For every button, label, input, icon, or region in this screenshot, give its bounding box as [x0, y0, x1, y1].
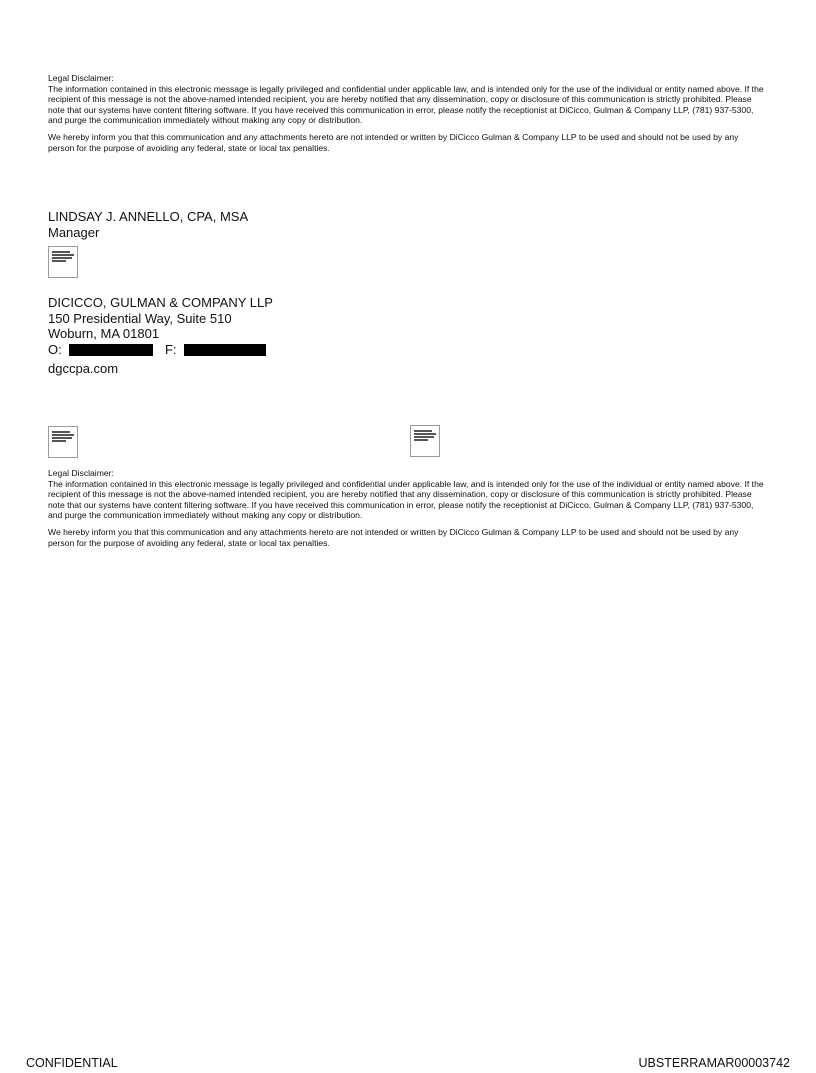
- broken-image-icon: [48, 426, 78, 458]
- signature-company: [48, 295, 766, 377]
- redaction-bar-fax: [184, 344, 266, 356]
- fax-label: F:: [164, 341, 177, 357]
- redaction-bar-office: [69, 344, 153, 356]
- phone-fax-line: [48, 342, 766, 358]
- disclaimer-heading: Legal Disclaimer:: [48, 73, 114, 83]
- broken-image-icon: [48, 246, 78, 278]
- disclaimer-paragraph: The information contained in this electronic message is legally privileged and confidential under applicable law, and is intended only for the use of the individual or entity named above. If the recipient of this message is not the above-named intended recipient, you are hereby notified that any dissemination, copy or disclosure of this communication is strictly prohibited. Please note that our systems have content filtering software. If you have received this communication in error, please notify the receptionist at DiCicco, Gulman & Company LLP, (781) 937-5300, and purge the communication immediately without making any copy or distribution.: [48, 478, 764, 521]
- office-label: O:: [48, 341, 62, 357]
- disclaimer-paragraph: The information contained in this electronic message is legally privileged and confidential under applicable law, and is intended only for the use of the individual or entity named above. If the recipient of this message is not the above-named intended recipient, you are hereby notified that any dissemination, copy or disclosure of this communication is strictly prohibited. Please note that our systems have content filtering software. If you have received this communication in error, please notify the receptionist at DiCicco, Gulman & Company LLP, (781) 937-5300, and purge the communication immediately without making any copy or distribution.: [48, 83, 764, 126]
- signature-person: [48, 209, 766, 240]
- legal-disclaimer-bottom: [48, 468, 766, 548]
- company-name: DICICCO, GULMAN & COMPANY LLP: [48, 295, 273, 310]
- broken-image-icon: [410, 425, 440, 457]
- signer-name: LINDSAY J. ANNELLO, CPA, MSA: [48, 209, 249, 224]
- bates-number: UBSTERRAMAR00003742: [638, 1056, 790, 1070]
- signer-title: Manager: [48, 224, 100, 240]
- website-link[interactable]: dgccpa.com: [48, 361, 119, 376]
- tax-notice: We hereby inform you that this communication and any attachments hereto are not intended or written by DiCicco Gulman & Company LLP to be used and should not be used by any person for the purpose of avoiding any federal, state or local tax penalties.: [48, 131, 739, 153]
- disclaimer-heading: Legal Disclaimer:: [48, 468, 114, 478]
- legal-disclaimer-top: [48, 73, 766, 153]
- address-line-1: 150 Presidential Way, Suite 510: [48, 310, 232, 326]
- tax-notice: We hereby inform you that this communication and any attachments hereto are not intended or written by DiCicco Gulman & Company LLP to be used and should not be used by any person for the purpose of avoiding any federal, state or local tax penalties.: [48, 526, 739, 548]
- confidential-label: CONFIDENTIAL: [26, 1056, 118, 1070]
- address-line-2: Woburn, MA 01801: [48, 326, 160, 341]
